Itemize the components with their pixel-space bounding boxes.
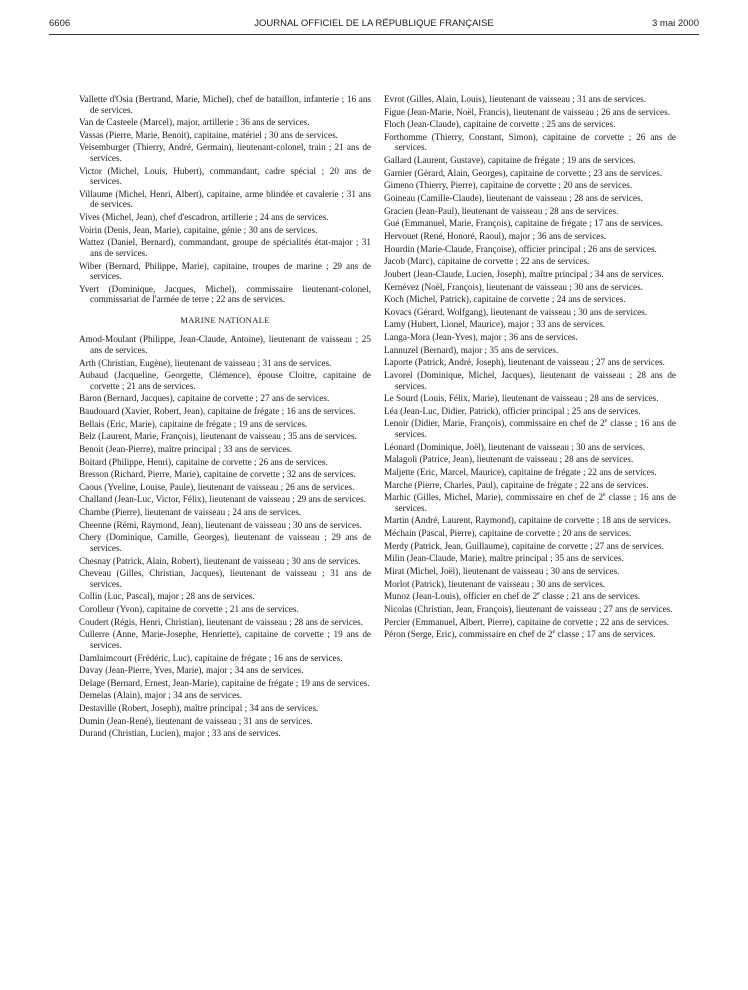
list-item: Van de Casteele (Marcel), major, artillerie ; 36 ans de services. [79,117,310,128]
list-item: Dumin (Jean-René), lieutenant de vaisseau ; 31 ans de services. [79,715,313,726]
list-item: Damlaimcourt (Frédéric, Luc), capitaine de frégate ; 16 ans de services. [79,652,343,663]
list-item: Amod-Moulant (Philippe, Jean-Claude, Antoine), lieutenant de vaisseau ; 25 ans de services. [79,334,371,355]
list-item: Garnier (Gérard, Alain, Georges), capitaine de corvette ; 23 ans de services. [384,167,663,178]
list-item: Koch (Michel, Patrick), capitaine de corvette ; 24 ans de services. [384,294,626,305]
list-item: Collin (Luc, Pascal), major ; 28 ans de services. [79,591,255,602]
list-item: Davay (Jean-Pierre, Yves, Marie), major ; 34 ans de services. [79,665,304,676]
list-item: Floch (Jean-Claude), capitaine de corvette ; 25 ans de services. [384,119,616,130]
list-item: Wattez (Daniel, Bernard), commandant, groupe de spécialités état-major ; 31 ans de services. [79,237,371,258]
list-item: Destaville (Robert, Joseph), maître principal ; 34 ans de services. [79,703,319,714]
list-item: Cheenne (Rémi, Raymond, Jean), lieutenant de vaisseau ; 30 ans de services. [79,519,362,530]
list-item: Kovacs (Gérard, Wolfgang), lieutenant de vaisseau ; 30 ans de services. [384,306,648,317]
list-item: Corolleur (Yvon), capitaine de corvette ; 21 ans de services. [79,604,299,615]
list-item: Vives (Michel, Jean), chef d'escadron, artillerie ; 24 ans de services. [79,212,329,223]
page-header [49,18,699,34]
list-item: Martin (André, Laurent, Raymond), capitaine de corvette ; 18 ans de services. [384,515,671,526]
list-item: Maljette (Eric, Marcel, Maurice), capitaine de frégate ; 22 ans de services. [384,466,657,477]
list-item: Yvert (Dominique, Jacques, Michel), commissaire lieutenant-colonel, commissariat de l'armée de terre ; 22 ans de services. [79,283,371,305]
list-item: Victor (Michel, Louis, Hubert), commandant, cadre spécial ; 20 ans de services. [79,165,371,187]
list-item: Laporte (Patrick, André, Joseph), lieutenant de vaisseau ; 27 ans de services. [384,357,665,368]
list-item: Cheveau (Gilles, Christian, Jacques), lieutenant de vaisseau ; 31 ans de services. [79,568,371,589]
list-item: Baudouard (Xavier, Robert, Jean), capitaine de frégate ; 16 ans de services. [79,405,356,416]
list-item: Merdy (Patrick, Jean, Guillaume), capitaine de corvette ; 27 ans de services. [384,540,664,551]
list-item: Figue (Jean-Marie, Noël, Francis), lieutenant de vaisseau ; 26 ans de services. [384,106,670,117]
list-item: Baron (Bernard, Jacques), capitaine de corvette ; 27 ans de services. [79,393,330,404]
list-item: Morlot (Patrick), lieutenant de vaisseau ; 30 ans de services. [384,578,606,589]
list-item: Péron (Serge, Eric), commissaire en chef de 2e classe ; 17 ans de services. [384,629,656,640]
list-item: Durand (Christian, Lucien), major ; 33 ans de services. [79,728,281,739]
list-item: Vassas (Pierre, Marie, Benoit), capitaine, matériel ; 30 ans de services. [79,129,338,140]
list-item: Lavorel (Dominique, Michel, Jacques), lieutenant de vaisseau ; 28 ans de services. [384,370,676,391]
list-item: Léonard (Dominique, Joël), lieutenant de vaisseau ; 30 ans de services. [384,441,645,452]
list-item: Lannuzel (Bernard), major ; 35 ans de services. [384,344,559,355]
journal-title: JOURNAL OFFICIEL DE LA RÉPUBLIQUE FRANÇAISE [254,18,494,29]
army-entries-list [79,94,371,305]
list-item: Vallette d'Osia (Bertrand, Marie, Michel), chef de bataillon, infanterie ; 16 ans de services. [79,94,371,115]
list-item: Aubaud (Jacqueline, Georgette, Clémence), épouse Cloitre, capitaine de corvette ; 21 ans de services. [79,370,371,391]
list-item: Veisemburger (Thierry, André, Germain), lieutenant-colonel, train ; 21 ans de services. [79,142,371,164]
list-item: Marhic (Gilles, Michel, Marie), commissaire en chef de 2e classe ; 16 ans de services. [384,492,677,513]
list-item: Cullerre (Anne, Marie-Josephe, Henriette), capitaine de corvette ; 19 ans de services. [79,629,371,650]
list-item: Chery (Dominique, Camille, Georges), lieutenant de vaisseau ; 29 ans de services. [79,532,371,553]
list-item: Forthomme (Thierry, Constant, Simon), capitaine de corvette ; 26 ans de services. [384,131,676,153]
list-item: Gallard (Laurent, Gustave), capitaine de frégate ; 19 ans de services. [384,155,636,166]
list-item: Langa-Mora (Jean-Yves), major ; 36 ans de services. [384,332,578,343]
list-item: Caous (Yveline, Louise, Paule), lieutenant de vaisseau ; 26 ans de services. [79,481,355,492]
list-item: Jacob (Marc), capitaine de corvette ; 22 ans de services. [384,256,590,267]
list-item: Hervouet (René, Honoré, Raoul), major ; 36 ans de services. [384,230,607,241]
section-title: MARINE NATIONALE [180,314,270,325]
header-rule [49,34,699,35]
left-column [79,94,371,741]
list-item: Joubert (Jean-Claude, Lucien, Joseph), maître principal ; 34 ans de services. [384,268,664,279]
list-item: Percier (Emmanuel, Albert, Pierre), capitaine de corvette ; 22 ans de services. [384,616,669,627]
list-item: Coudert (Régis, Henri, Christian), lieutenant de vaisseau ; 28 ans de services. [79,616,363,627]
list-item: Nicolas (Christian, Jean, François), lieutenant de vaisseau ; 27 ans de services. [384,603,673,614]
list-item: Goineau (Camille-Claude), lieutenant de vaisseau ; 28 ans de services. [384,193,643,204]
list-item: Wiber (Bernard, Philippe, Marie), capitaine, troupes de marine ; 29 ans de services. [79,260,371,282]
list-item: Belz (Laurent, Marie, François), lieutenant de vaisseau ; 35 ans de services. [79,431,357,442]
list-item: Voirin (Denis, Jean, Marie), capitaine, génie ; 30 ans de services. [79,224,318,235]
list-item: Marche (Pierre, Charles, Paul), capitaine de frégate ; 22 ans de services. [384,479,649,490]
list-item: Malagoli (Patrice, Jean), lieutenant de vaisseau ; 28 ans de services. [384,454,634,465]
list-item: Gué (Emmanuel, Marie, François), capitaine de frégate ; 17 ans de services. [384,218,663,229]
list-item: Kernévez (Noël, François), lieutenant de vaisseau ; 30 ans de services. [384,281,643,292]
list-item: Benoit (Jean-Pierre), maître principal ; 33 ans de services. [79,443,293,454]
publication-date: 3 mai 2000 [651,18,699,29]
list-item: Lamy (Hubert, Lionel, Maurice), major ; 33 ans de services. [384,319,606,330]
navy-entries-list-continued [384,94,676,640]
list-item: Le Sourd (Louis, Félix, Marie), lieutenant de vaisseau ; 28 ans de services. [384,393,659,404]
list-item: Milin (Jean-Claude, Marie), maître principal ; 35 ans de services. [384,553,624,564]
list-item: Gimeno (Thierry, Pierre), capitaine de corvette ; 20 ans de services. [384,180,633,191]
list-item: Mirat (Michel, Joël), lieutenant de vaisseau ; 30 ans de services. [384,565,620,576]
list-item: Léa (Jean-Luc, Didier, Patrick), officier principal ; 25 ans de services. [384,405,641,416]
right-column [384,94,676,642]
list-item: Gracien (Jean-Paul), lieutenant de vaisseau ; 28 ans de services. [384,205,619,216]
list-item: Chesnay (Patrick, Alain, Robert), lieutenant de vaisseau ; 30 ans de services. [79,555,361,566]
list-item: Munoz (Jean-Louis), officier en chef de 2e classe ; 21 ans de services. [384,591,641,602]
list-item: Hourdin (Marie-Claude, Françoise), officier principal ; 26 ans de services. [384,243,657,254]
list-item: Méchain (Pascal, Pierre), capitaine de corvette ; 20 ans de services. [384,528,632,539]
list-item: Arth (Christian, Eugène), lieutenant de vaisseau ; 31 ans de services. [79,357,332,368]
list-item: Lenoir (Didier, Marie, François), commissaire en chef de 2e classe ; 16 ans de services. [384,418,676,440]
list-item: Demelas (Alain), major ; 34 ans de services. [79,690,243,701]
list-item: Bresson (Richard, Pierre, Marie), capitaine de corvette ; 32 ans de services. [79,469,356,480]
list-item: Bellais (Eric, Marie), capitaine de frégate ; 19 ans de services. [79,418,308,429]
navy-entries-list [79,334,371,739]
list-item: Challand (Jean-Luc, Victor, Félix), lieutenant de vaisseau ; 29 ans de services. [79,494,366,505]
list-item: Chambe (Pierre), lieutenant de vaisseau ; 24 ans de services. [79,507,302,518]
list-item: Villaume (Michel, Henri, Albert), capitaine, arme blindée et cavalerie ; 31 ans de services. [79,188,371,210]
list-item: Boitard (Philippe, Henri), capitaine de corvette ; 26 ans de services. [79,456,328,467]
page-number: 6606 [49,18,71,29]
list-item: Delage (Bernard, Ernest, Jean-Marie), capitaine de frégate ; 19 ans de services. [79,677,370,688]
list-item: Evrot (Gilles, Alain, Louis), lieutenant de vaisseau ; 31 ans de services. [384,94,647,104]
